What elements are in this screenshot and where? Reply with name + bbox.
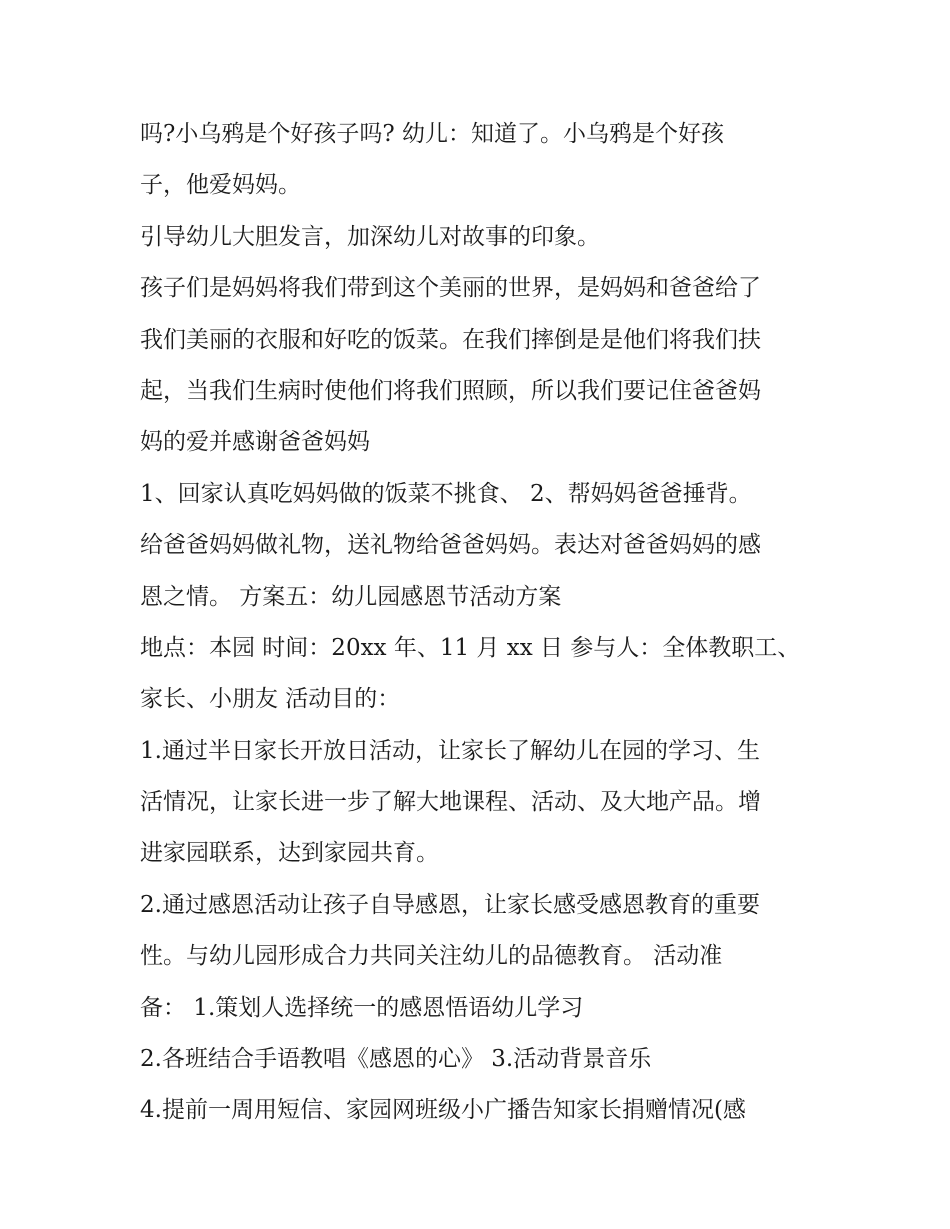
text-line: 起，当我们生病时使他们将我们照顾，所以我们要记住爸爸妈 (140, 377, 761, 404)
text-line: 2.通过感恩活动让孩子自导感恩，让家长感受感恩教育的重要 (140, 891, 760, 918)
text-line: 吗?小乌鸦是个好孩子吗? 幼儿：知道了。小乌鸦是个好孩 (140, 121, 724, 147)
text-line: 家长、小朋友 活动目的： (140, 686, 401, 713)
text-line: 性。与幼儿园形成合力共同关注幼儿的品德教育。 活动准 (140, 943, 723, 970)
text-line: 妈的爱并感谢爸爸妈妈 (140, 429, 370, 456)
text-line: 1、回家认真吃妈妈做的饭菜不挑食、 2、帮妈妈爸爸捶背。 (140, 480, 752, 507)
text-line: 引导幼儿大胆发言，加深幼儿对故事的印象。 (140, 223, 600, 250)
text-line: 2.各班结合手语教唱《感恩的心》 3.活动背景音乐 (140, 1046, 652, 1073)
text-line: 活情况，让家长进一步了解大地课程、活动、及大地产品。增 (140, 789, 761, 816)
text-line: 给爸爸妈妈做礼物，送礼物给爸爸妈妈。表达对爸爸妈妈的感 (140, 532, 761, 559)
text-line: 进家园联系，达到家园共育。 (140, 840, 439, 867)
text-line: 备： 1.策划人选择统一的感恩悟语幼儿学习 (140, 994, 584, 1021)
text-line: 恩之情。 方案五：幼儿园感恩节活动方案 (140, 583, 562, 610)
text-line: 4.提前一周用短信、家园网班级小广播告知家长捐赠情况(感 (140, 1097, 746, 1124)
text-line: 我们美丽的衣服和好吃的饭菜。在我们摔倒是是他们将我们扶 (140, 326, 761, 353)
text-line: 地点：本园 时间：20xx 年、11 月 xx 日 参与人：全体教职工、 (140, 634, 801, 661)
text-line: 子，他爱妈妈。 (140, 172, 301, 199)
text-line: 孩子们是妈妈将我们带到这个美丽的世界，是妈妈和爸爸给了 (140, 275, 761, 302)
document-body (140, 109, 820, 1137)
text-line: 1.通过半日家长开放日活动，让家长了解幼儿在园的学习、生 (140, 737, 760, 764)
